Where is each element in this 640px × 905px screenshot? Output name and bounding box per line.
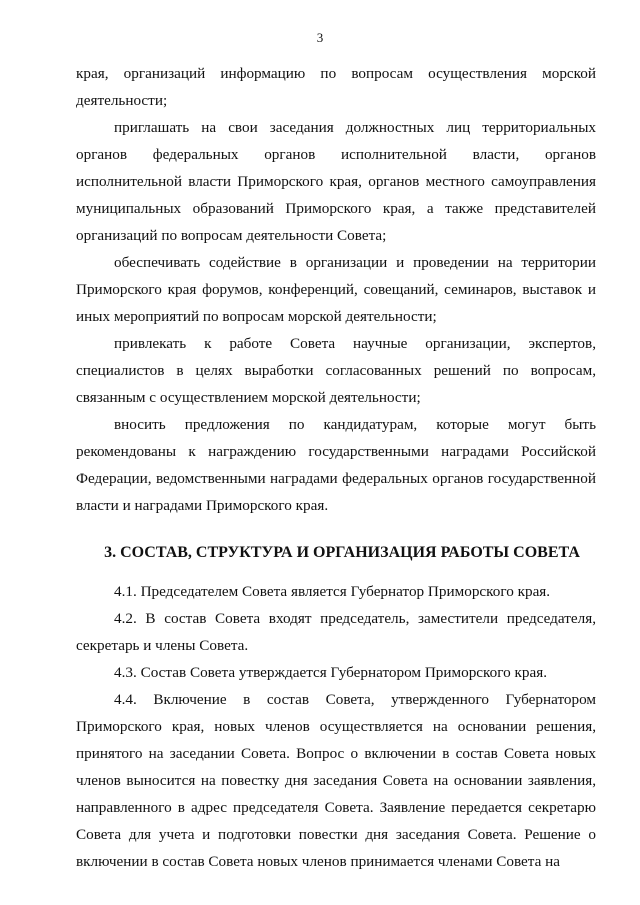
section-heading: 3. СОСТАВ, СТРУКТУРА И ОРГАНИЗАЦИЯ РАБОТЫ СОВЕТА	[104, 544, 580, 561]
paragraph-4-4: 4.4. Включение в состав Совета, утвержденного Губернатором Приморского края, новых членов осуществляется на основании решения, принятого на заседании Совета. Вопрос о включении в состав Совета новых членов выносится на повестку дня заседания Совета на основании заявления, направленного в адрес председателя Совета. Заявление передается секретарю Совета для учета и подготовки повестки дня заседания Совета. Решение о включении в состав Совета новых членов принимается членами Совета на	[76, 691, 596, 870]
paragraph-4-1: 4.1. Председателем Совета является Губернатор Приморского края.	[114, 583, 551, 600]
paragraph-4-2: 4.2. В состав Совета входят председатель, заместители председателя, секретарь и члены Совета.	[76, 610, 596, 654]
paragraph-invite-officials: приглашать на свои заседания должностных лиц территориальных органов федеральных органов исполнительной власти, органов исполнительной власти Приморского края, органов местного самоуправления муниципальных образований Приморского края, а также представителей организаций по вопросам деятельности Совета;	[76, 119, 596, 244]
paragraph-continuation: края, организаций информацию по вопросам осуществления морской деятельности;	[76, 65, 596, 109]
paragraph-4-3: 4.3. Состав Совета утверждается Губернатором Приморского края.	[114, 664, 547, 681]
paragraph-attract-experts: привлекать к работе Совета научные организации, экспертов, специалистов в целях выработки согласованных решений по вопросам, связанным с осуществлением морской деятельности;	[76, 335, 596, 406]
paragraph-events-support: обеспечивать содействие в организации и проведении на территории Приморского края форумов, конференций, совещаний, семинаров, выставок и иных мероприятий по вопросам морской деятельности;	[76, 254, 596, 325]
paragraph-award-nominations: вносить предложения по кандидатурам, которые могут быть рекомендованы к награждению государственными наградами Российской Федерации, ведомственными наградами федеральных органов государственной власти и наградами Приморского края.	[76, 416, 596, 514]
page-number: 3	[316, 30, 324, 45]
document-body	[76, 60, 596, 875]
